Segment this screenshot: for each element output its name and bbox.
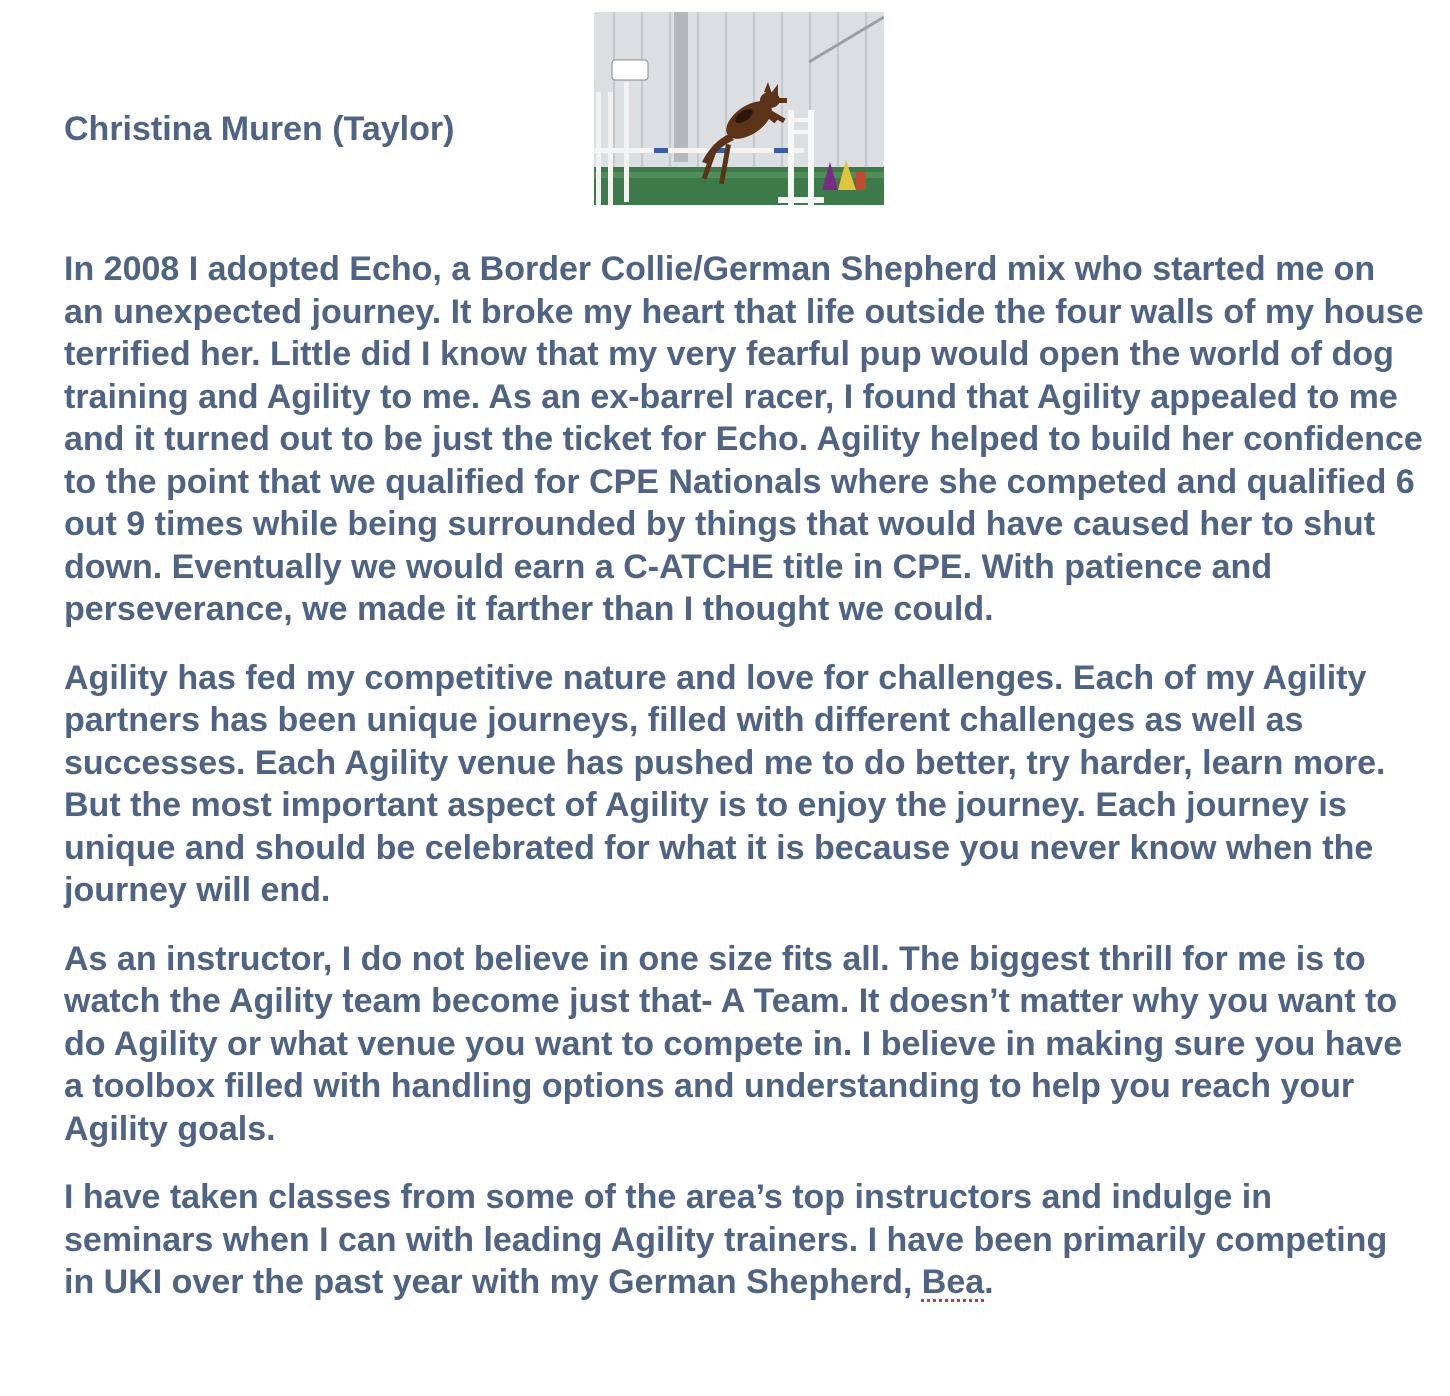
paragraph-training-background [64,1176,1424,1304]
bio-text [64,248,1424,1330]
paragraph-text: I have taken classes from some of the area’s top instructors and indulge in seminars when I can with leading Agility trainers. I have been primarily competing in UKI over the past year with my German Shepherd, [64,1178,1388,1301]
paragraph-agility-journey: Agility has fed my competitive nature and love for challenges. Each of my Agility partners has been unique journeys, filled with different challenges as well as successes. Each Agility venue has pushed me to do better, try harder, learn more. But the most important aspect of Agility is to enjoy the journey. Each journey is unique and should be celebrated for what it is because you never know when the journey will end. [64,658,1386,909]
page-title: Christina Muren (Taylor) [64,110,455,148]
paragraph-instructor-philosophy: As an instructor, I do not believe in one size fits all. The biggest thrill for me is to watch the Agility team become just that- A Team. It doesn’t matter why you want to do Agility or what venue you want to compete in. I believe in making sure you have a toolbox filled with handling options and understanding to help you reach your Agility goals. [64,939,1403,1148]
paragraph-end: . [984,1263,994,1301]
dog-name-bea: Bea [921,1263,985,1301]
paragraph-adopting-echo: In 2008 I adopted Echo, a Border Collie/German Shepherd mix who started me on an unexpected journey. It broke my heart that life outside the four walls of my house terrified her. Little did I know that my very fearful pup would open the world of dog training and Agility to me. As an ex-barrel racer, I found that Agility appealed to me and it turned out to be just the ticket for Echo. Agility helped to build her confidence to the point that we qualified for CPE Nationals where she competed and qualified 6 out 9 times while being surrounded by things that would have caused her to shut down. Eventually we would earn a C-ATCHE title in CPE. With patience and perseverance, we made it farther than I thought we could. [64,250,1424,628]
dog-agility-jump-photo [594,12,884,205]
